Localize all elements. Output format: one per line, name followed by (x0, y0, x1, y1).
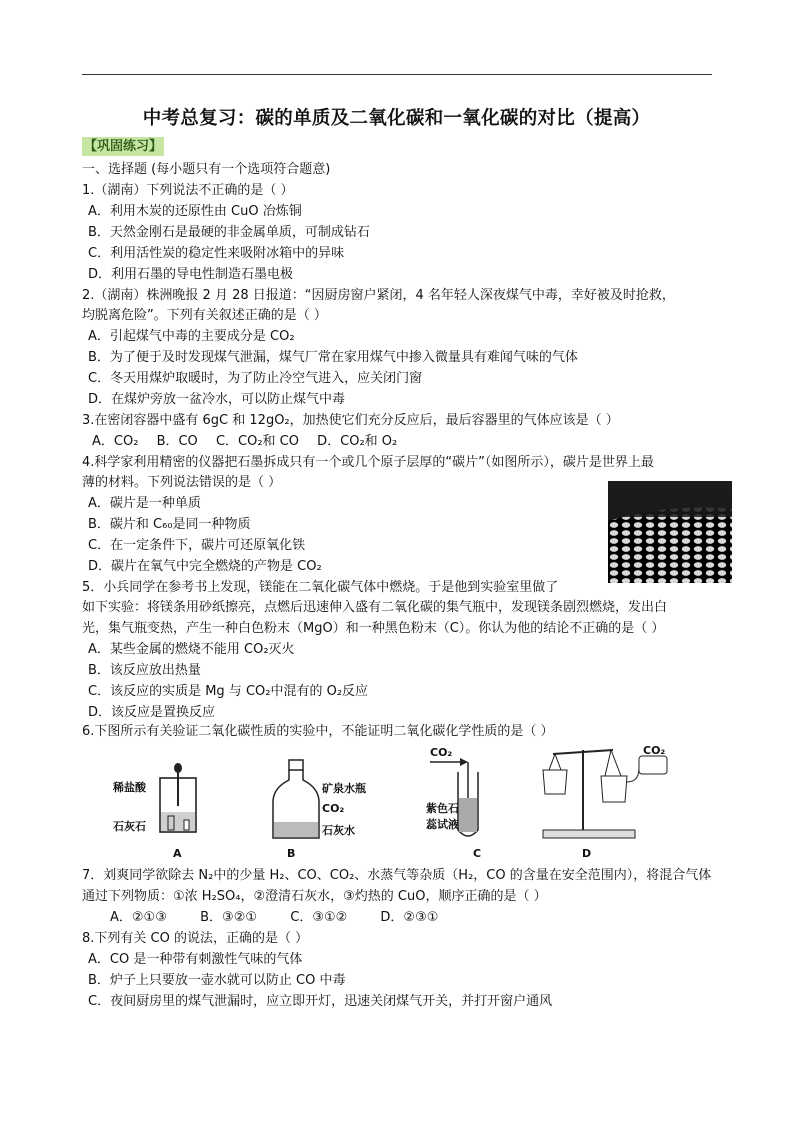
q6-stem: 6.下图所示有关验证二氧化碳性质的实验中，不能证明二氧化碳化学性质的是（ ） (82, 724, 554, 739)
q5-option-c: C．该反应的实质是 Mg 与 CO₂中混有的 O₂反应 (88, 684, 369, 699)
q3-stem: 3.在密闭容器中盛有 6gC 和 12gO₂，加热使它们充分反应后，最后容器里的气体应该是（ ） (82, 413, 619, 428)
q1-option-d: D．利用石墨的导电性制造石墨电极 (88, 267, 294, 282)
q2-option-b: B．为了便于及时发现煤气泄漏，煤气厂常在家用煤气中掺入微量具有难闻气味的气体 (88, 350, 578, 365)
q5-option-d: D．该反应是置换反应 (88, 705, 216, 720)
q4-option-d: D．碳片在氧气中完全燃烧的产物是 CO₂ (88, 559, 322, 574)
fig-c-gas-label: CO₂ (430, 746, 453, 759)
figure-d-balance (535, 742, 685, 842)
q7-options (110, 908, 466, 927)
figure-b-bottle (265, 758, 325, 844)
part-heading: 一、选择题 (每小题只有一个选项符合题意) (82, 162, 331, 177)
q5-stem-2: 如下实验：将镁条用砂纸擦亮，点燃后迅速伸入盛有二氧化碳的集气瓶中，发现镁条剧烈燃烧，发出白 (82, 600, 668, 615)
q7-option-b: B．③②① (200, 910, 258, 925)
q5-option-a: A．某些金属的燃烧不能用 CO₂灭火 (88, 642, 295, 657)
fig-a-label-acid: 稀盐酸 (113, 781, 146, 794)
header-rule (82, 74, 712, 75)
q8-option-a: A．CO 是一种带有刺激性气味的气体 (88, 952, 303, 967)
q2-option-c: C．冬天用煤炉取暖时，为了防止冷空气进入，应关闭门窗 (88, 371, 423, 386)
q4-option-c: C．在一定条件下，碳片可还原氧化铁 (88, 538, 306, 553)
q3-options (92, 432, 411, 451)
q7-option-d: D．②③① (380, 910, 439, 925)
fig-a-caption: A (173, 847, 182, 860)
fig-c-label-1: 紫色石 (426, 802, 459, 815)
q7-stem-1: 7．刘爽同学欲除去 N₂中的少量 H₂、CO、CO₂、水蒸气等杂质（H₂，CO 的含量在安全范围内），将混合气体 (82, 868, 712, 883)
q3-option-c: C．CO₂和 CO (215, 434, 299, 449)
q7-stem-2: 通过下列物质：①浓 H₂SO₄，②澄清石灰水，③灼热的 CuO，顺序正确的是（ ） (82, 889, 547, 904)
fig-d-gas-label: CO₂ (643, 744, 666, 757)
fig-c-caption: C (473, 847, 482, 860)
q3-option-a: A．CO₂ (92, 434, 139, 449)
q4-option-b: B．碳片和 C₆₀是同一种物质 (88, 517, 251, 532)
q2-stem-2: 均脱离危险”。下列有关叙述正确的是（ ） (82, 308, 327, 323)
page-title: 中考总复习：碳的单质及二氧化碳和一氧化碳的对比（提高） (142, 108, 651, 129)
q1-option-b: B．天然金刚石是最硬的非金属单质，可制成钻石 (88, 225, 370, 240)
fig-b-caption: B (287, 847, 296, 860)
q2-option-d: D．在煤炉旁放一盆冷水，可以防止煤气中毒 (88, 392, 346, 407)
q8-stem: 8.下列有关 CO 的说法，正确的是（ ） (82, 931, 309, 946)
graphene-image (608, 481, 732, 583)
q4-stem-2: 薄的材料。下列说法错误的是（ ） (82, 475, 282, 490)
q4-option-a: A．碳片是一种单质 (88, 496, 201, 511)
section-label: 【巩固练习】 (84, 139, 163, 154)
fig-b-label-limewater: 石灰水 (322, 824, 355, 837)
q3-option-b: B．CO (156, 434, 198, 449)
q8-option-c: C．夜间厨房里的煤气泄漏时，应立即开灯，迅速关闭煤气开关，并打开窗户通风 (88, 994, 553, 1009)
q3-option-d: D．CO₂和 O₂ (317, 434, 398, 449)
fig-d-caption: D (582, 847, 592, 860)
fig-c-label-2: 蕊试液 (426, 818, 459, 831)
fig-b-label-bottle: 矿泉水瓶 (322, 782, 366, 795)
q1-option-c: C．利用活性炭的稳定性来吸附冰箱中的异味 (88, 246, 345, 261)
q2-stem-1: 2.（湖南）株洲晚报 2 月 28 日报道：“因厨房窗户紧闭，4 名年轻人深夜煤气中毒，幸好被及时抢救， (82, 288, 675, 303)
q2-option-a: A．引起煤气中毒的主要成分是 CO₂ (88, 329, 295, 344)
q5-option-b: B．该反应放出热量 (88, 663, 201, 678)
q1-stem: 1.（湖南）下列说法不正确的是（ ） (82, 183, 294, 198)
q8-option-b: B．炉子上只要放一壶水就可以防止 CO 中毒 (88, 973, 346, 988)
fig-a-label-stone: 石灰石 (113, 820, 146, 833)
q7-option-a: A．②①③ (110, 910, 167, 925)
q5-stem-3: 光，集气瓶变热，产生一种白色粉末（MgO）和一种黑色粉末（C）。你认为他的结论不正确的是（ ） (82, 621, 665, 636)
q5-stem-1: 5．小兵同学在参考书上发现，镁能在二氧化碳气体中燃烧。于是他到实验室里做了 (82, 580, 559, 595)
q1-option-a: A．利用木炭的还原性由 CuO 冶炼铜 (88, 204, 302, 219)
q4-stem-1: 4.科学家利用精密的仪器把石墨拆成只有一个或几个原子层厚的“碳片”（如图所示），碳片是世界上最 (82, 455, 654, 470)
fig-b-label-co2: CO₂ (322, 802, 345, 815)
q7-option-c: C．③①② (290, 910, 348, 925)
